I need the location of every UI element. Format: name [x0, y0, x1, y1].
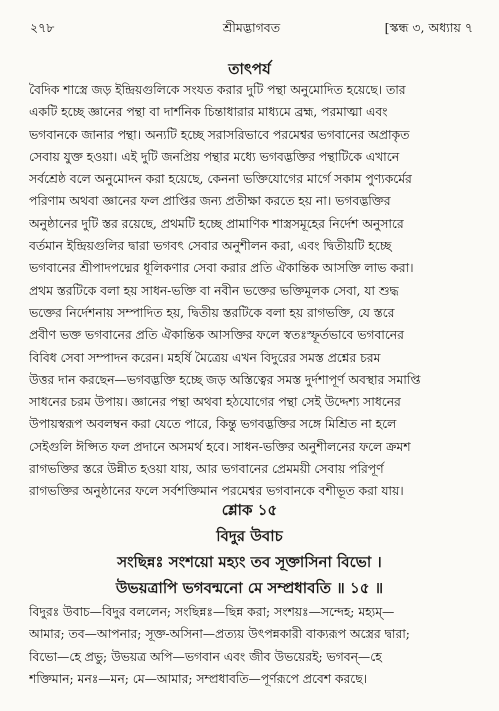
purport-line: বৈদিক শাস্ত্রে জড় ইন্দ্রিয়গুলিকে সংযত করার দুটি পন্থা অনুমোদিত হয়েছে। তার [29, 83, 406, 97]
purport-line: অনুষ্ঠানের দুটি স্তর রয়েছে, প্রথমটি হচ্ছে প্রামাণিক শাস্ত্রসমূহের নির্দেশ অনুসারে [29, 216, 404, 231]
purport-line: বর্তমান ইন্দ্রিয়গুলির দ্বারা ভগবৎ সেবার অনুশীলন করা, এবং দ্বিতীয়টি হচ্ছে [29, 239, 392, 254]
purport-line: বিবিধ সেবা সম্পাদন করেন। মহর্ষি মৈত্রেয় এখন বিদুরের সমস্ত প্রশ্নের চরম [29, 350, 381, 365]
purport-line: ভক্তের নির্দেশনায় সম্পাদিত হয়, দ্বিতীয় স্তরটিকে বলা হয় রাগভক্তি, যে স্তরে [29, 305, 395, 320]
book-title: শ্রীমদ্ভাগবত [222, 20, 281, 35]
word-synonyms [29, 601, 471, 690]
page-number: ২৭৮ [30, 20, 55, 35]
purport-line: পরিণাম অথবা জ্ঞানের ফল প্রাপ্তির জন্য প্রতীক্ষা করতে হয় না। ভগবদ্ভক্তির [29, 194, 391, 209]
verse-number: শ্লোক ১৫ [221, 501, 278, 519]
purport-line: প্রথম স্তরটিকে বলা হয় সাধন-ভক্তি বা নবীন ভক্তের ভক্তিমূলক সেবা, যা শুদ্ধ [29, 283, 399, 298]
verse-line-2: উভয়ত্রাপি ভগবন্মনো মে সম্প্রধাবতি ॥ ১৫ ॥ [115, 579, 384, 597]
purport-line: সেইগুলি ঈপ্সিত ফল প্রদানে অসমর্থ হবে। সাধন-ভক্তির অনুশীলনের ফলে ক্রমশ [29, 439, 411, 454]
purport-text [29, 79, 471, 503]
running-header [30, 20, 473, 40]
purport-line: উপায়স্বরূপ অবলম্বন করা যেতে পারে, কিন্তু ভগবদ্ভক্তির সঙ্গে মিশ্রিত না হলে [29, 417, 397, 432]
section-reference: [স্কন্ধ ৩, অধ্যায় ৭ [384, 20, 473, 35]
purport-line: উত্তর দান করছেন—ভগবদ্ভক্তি হচ্ছে জড় অস্তিত্বের সমস্ত দুর্দশাপূর্ণ অবস্থার সমাপ্তি [29, 372, 421, 387]
synonym-line: শক্তিমান; মনঃ—মন; মে—আমার; সম্প্রধাবতি—পূর্ণরূপে প্রবেশ করছে। [29, 671, 368, 686]
purport-heading: তাৎপর্য [228, 60, 271, 78]
verse-block [0, 497, 499, 601]
purport-line: রাগভক্তির স্তরে উন্নীত হওয়া যায়, আর ভগবানের প্রেমময়ী সেবায় পরিপূর্ণ [29, 462, 384, 477]
synonym-line: বিভো—হে প্রভু; উভয়ত্র অপি—ভগবান এবং জীব উভয়েরই; ভগবন্—হে [29, 649, 382, 664]
synonym-line: বিদুরঃ উবাচ—বিদুর বললেন; সংছিন্নঃ—ছিন্ন করা; সংশয়ঃ—সন্দেহ; মহ্যম্— [29, 605, 395, 619]
purport-line: একটি হচ্ছে জ্ঞানের পন্থা বা দার্শনিক চিন্তাধারার মাধ্যমে ব্রহ্ম, পরমাত্মা এবং [29, 105, 388, 120]
purport-line: রাগভক্তির অনুষ্ঠানের ফলে সর্বশক্তিমান পরমেশ্বর ভগবানকে বশীভূত করা যায়। [29, 484, 404, 499]
purport-line: সেবায় যুক্ত হওয়া। এই দুটি জনপ্রিয় পন্থার মধ্যে ভগবদ্ভক্তির পন্থাটিকে এখানে [29, 149, 400, 164]
purport-line: ভগবানকে জানার পন্থা। অন্যটি হচ্ছে সরাসরিভাবে পরমেশ্বর ভগবানের অপ্রাকৃত [29, 127, 410, 142]
purport-line: ভগবানের শ্রীপাদপদ্মের ধূলিকণার সেবা করার প্রতি ঐকান্তিক আসক্তি লাভ করা। [29, 261, 414, 276]
purport-line: প্রবীণ ভক্ত ভগবানের প্রতি ঐকান্তিক আসক্তির ফলে স্বতঃস্ফূর্তভাবে ভগবানের [29, 328, 404, 343]
verse-speaker: বিদুর উবাচ [216, 527, 283, 545]
verse-line-1: সংছিন্নঃ সংশয়ো মহ্যং তব সূক্তাসিনা বিভো । [117, 553, 382, 571]
purport-line: সর্বশ্রেষ্ঠ বলে অনুমোদন করা হয়েছে, কেননা ভক্তিযোগের মার্গে সকাম পুণ্যকর্মের [29, 172, 412, 187]
purport-line: সাধনের চরম উপায়। জ্ঞানের পন্থা অথবা হঠযোগের পন্থা সেই উদ্দেশ্য সাধনের [29, 395, 401, 410]
synonym-line: আমার; তব—আপনার; সূক্ত-অসিনা—প্রত্যয় উৎপন্নকারী বাক্যরূপ অস্ত্রের দ্বারা; [29, 627, 410, 642]
